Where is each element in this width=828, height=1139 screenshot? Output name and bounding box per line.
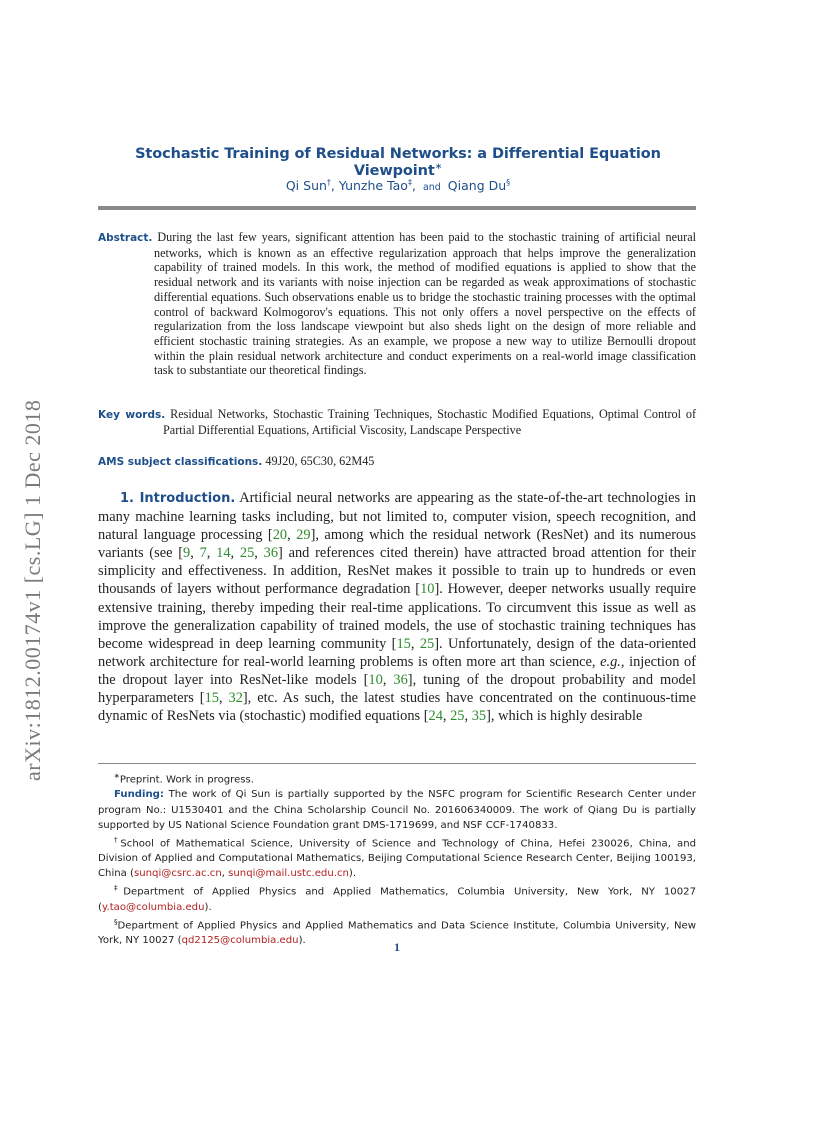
email-link[interactable]: sunqi@mail.ustc.edu.cn	[228, 868, 349, 880]
abstract-block	[98, 230, 696, 378]
introduction-paragraph	[98, 489, 696, 725]
footnote-text: ).	[298, 935, 306, 947]
footnote-rule	[98, 763, 696, 764]
author-name: Qi Sun	[285, 178, 327, 194]
body-text: ], which is highly desirable	[486, 708, 643, 725]
keywords-text: Residual Networks, Stochastic Training Techniques, Stochastic Modified Equations, Optimal Control of Partial Differential Equations, Artificial Viscosity, Landscape Perspective	[163, 407, 697, 437]
footnote-mark: †	[114, 835, 121, 844]
citation-link[interactable]: 20	[272, 527, 288, 544]
body-text: Artificial neural networks are appearing as the state-of-the-art technologies in many machine learning tasks including, but not limited to, computer vision, speech recognition, and natural language processing [	[98, 490, 696, 544]
email-link[interactable]: sunqi@csrc.ac.cn	[133, 868, 222, 880]
footnote	[98, 769, 696, 787]
footnote-text: ,	[221, 868, 229, 880]
citation-link[interactable]: 32	[228, 690, 243, 707]
citation-link[interactable]: 7	[199, 545, 207, 562]
ams-classifications	[98, 454, 696, 469]
author-separator: ,	[330, 178, 335, 194]
title-text: Stochastic Training of Residual Networks: a Differential Equation Viewpoint	[135, 146, 661, 179]
footnote-mark: §	[114, 917, 118, 926]
citation-link[interactable]: 15	[396, 635, 411, 652]
footnote-mark: ∗	[114, 772, 120, 780]
footnote-text: ).	[204, 901, 212, 913]
author-footnote-mark[interactable]: ‡	[407, 178, 412, 187]
abstract-text: During the last few years, significant attention has been paid to the stochastic training of artificial neural networks, which is known as an effective regularization approach that helps improve the generalization capability of trained models. In this work, the method of modified equations is applied to show that the residual network and its variants with noise injection can be regarded as weak approximations of stochastic differential equations. Such observations enable us to bridge the stochastic training processes with the optimal control of backward Kolmogorov's equations. This not only offers a novel perspective on the effects of regularization from the loss landscape viewpoint but also sheds light on the design of more reliable and efficient stochastic training strategies. As an example, we propose a new way to utilize Bernoulli dropout within the plain residual network architecture and conduct experiments on a real-world image classification task to substantiate our theoretical findings.	[154, 230, 696, 378]
footnote-text: Department of Applied Physics and Applied Mathematics and Data Science Institute, Columbia University, New York, NY 10027 (	[98, 920, 696, 947]
body-text: ,	[442, 708, 451, 725]
citation-link[interactable]: 29	[296, 527, 311, 544]
ams-label: AMS subject classifications.	[98, 456, 263, 468]
introduction-text	[98, 490, 696, 724]
author-footnote-mark[interactable]: †	[326, 178, 331, 187]
body-text: ,	[206, 545, 217, 562]
body-text: ,	[190, 545, 200, 562]
body-text: ,	[382, 671, 394, 688]
citation-link[interactable]: 9	[183, 545, 191, 562]
body-text: ] and references cited therein) have attracted broad attention for their simplicity and effectiveness. In addition, ResNet makes it possible to train up to hundreds or even thousands of layers without performance degradation [	[98, 545, 696, 598]
abstract-label: Abstract.	[98, 232, 153, 244]
body-text: ,	[464, 708, 472, 725]
body-text: ,	[254, 545, 264, 562]
keywords-label: Key words.	[98, 409, 166, 421]
body-text: ], among which the residual network (ResNet) and its numerous variants (see [	[98, 527, 696, 562]
citation-link[interactable]: 24	[428, 708, 443, 725]
section-heading[interactable]: 1. Introduction.	[120, 491, 236, 506]
italic-text: e.g.	[600, 653, 621, 670]
footnote-text: ).	[348, 868, 357, 880]
email-link[interactable]: qd2125@columbia.edu	[181, 935, 299, 947]
ams-codes: 49J20, 65C30, 62M45	[265, 454, 375, 468]
keywords-block	[98, 407, 696, 438]
footnote	[98, 787, 696, 832]
body-text: ]. Unfortunately, design of the data-oriented network architecture for real-world learning problems is often more art than science,	[98, 635, 697, 670]
author-name: Yunzhe Tao	[338, 178, 408, 194]
arxiv-stamp[interactable]: arXiv:1812.00174v1 [cs.LG] 1 Dec 2018	[20, 399, 45, 781]
author-name: Qiang Du	[447, 178, 507, 194]
body-text: ,	[287, 527, 297, 544]
author-and: and	[422, 182, 441, 194]
footnote-text: Department of Applied Physics and Applied Mathematics, Columbia University, New York, NY 10027 (	[98, 886, 696, 913]
body-text: , injection of the dropout layer into ResNet-like models [	[98, 653, 696, 688]
citation-link[interactable]: 25	[450, 708, 465, 725]
citation-link[interactable]: 15	[204, 690, 219, 707]
author-list	[98, 178, 698, 193]
footnote	[98, 833, 696, 882]
citation-link[interactable]: 14	[216, 545, 231, 562]
footnote	[98, 881, 696, 915]
citation-link[interactable]: 35	[471, 708, 487, 725]
author-separator: ,	[411, 178, 416, 194]
email-link[interactable]: y.tao@columbia.edu	[101, 901, 205, 913]
footnote-text: The work of Qi Sun is partially supported by the NSFC program for Scientific Research Center under program No.: U1530401 and the China Scholarship Council No. 201606340009. The work of Qiang Du is partially supported by US National Science Foundation grant DMS-1719699, and NSF CCF-1740833.	[98, 789, 696, 831]
title-rule	[98, 206, 696, 210]
citation-link[interactable]: 10	[420, 581, 435, 598]
author-footnote-mark[interactable]: §	[506, 178, 511, 187]
paper-title	[98, 146, 698, 179]
funding-label: Funding:	[114, 789, 164, 801]
body-text: ], etc. As such, the latest studies have concentrated on the continuous-time dynamic of ResNets via (stochastic) modified equations [	[98, 690, 696, 725]
body-text: ], tuning of the dropout probability and model hyperparameters [	[98, 671, 696, 707]
citation-link[interactable]: 36	[263, 545, 279, 562]
title-footnote-mark[interactable]: ∗	[434, 162, 443, 172]
body-text: ,	[410, 635, 420, 652]
citation-link[interactable]: 36	[393, 671, 408, 688]
citation-link[interactable]: 25	[239, 545, 255, 562]
body-text: ,	[218, 690, 229, 707]
citation-link[interactable]: 25	[419, 635, 435, 652]
body-text: ,	[230, 545, 240, 562]
footnote-text: Preprint. Work in progress.	[119, 774, 255, 786]
page-number: 1	[394, 940, 400, 954]
footnotes	[98, 769, 696, 948]
citation-link[interactable]: 10	[368, 671, 383, 688]
body-text: ]. However, deeper networks usually require extensive training, thereby impeding their real-time applications. To circumvent this issue as well as improve the generalization capability of trained models, the use of stochastic training techniques has become widespread in deep learning community [	[98, 581, 696, 652]
footnote-text: School of Mathematical Science, University of Science and Technology of China, Hefei 230026, China, and Division of Applied and Computational Mathematics, Beijing Computational Science Research Center, Beijing 100193, China (	[98, 838, 696, 880]
footnote-mark: ‡	[114, 884, 124, 893]
